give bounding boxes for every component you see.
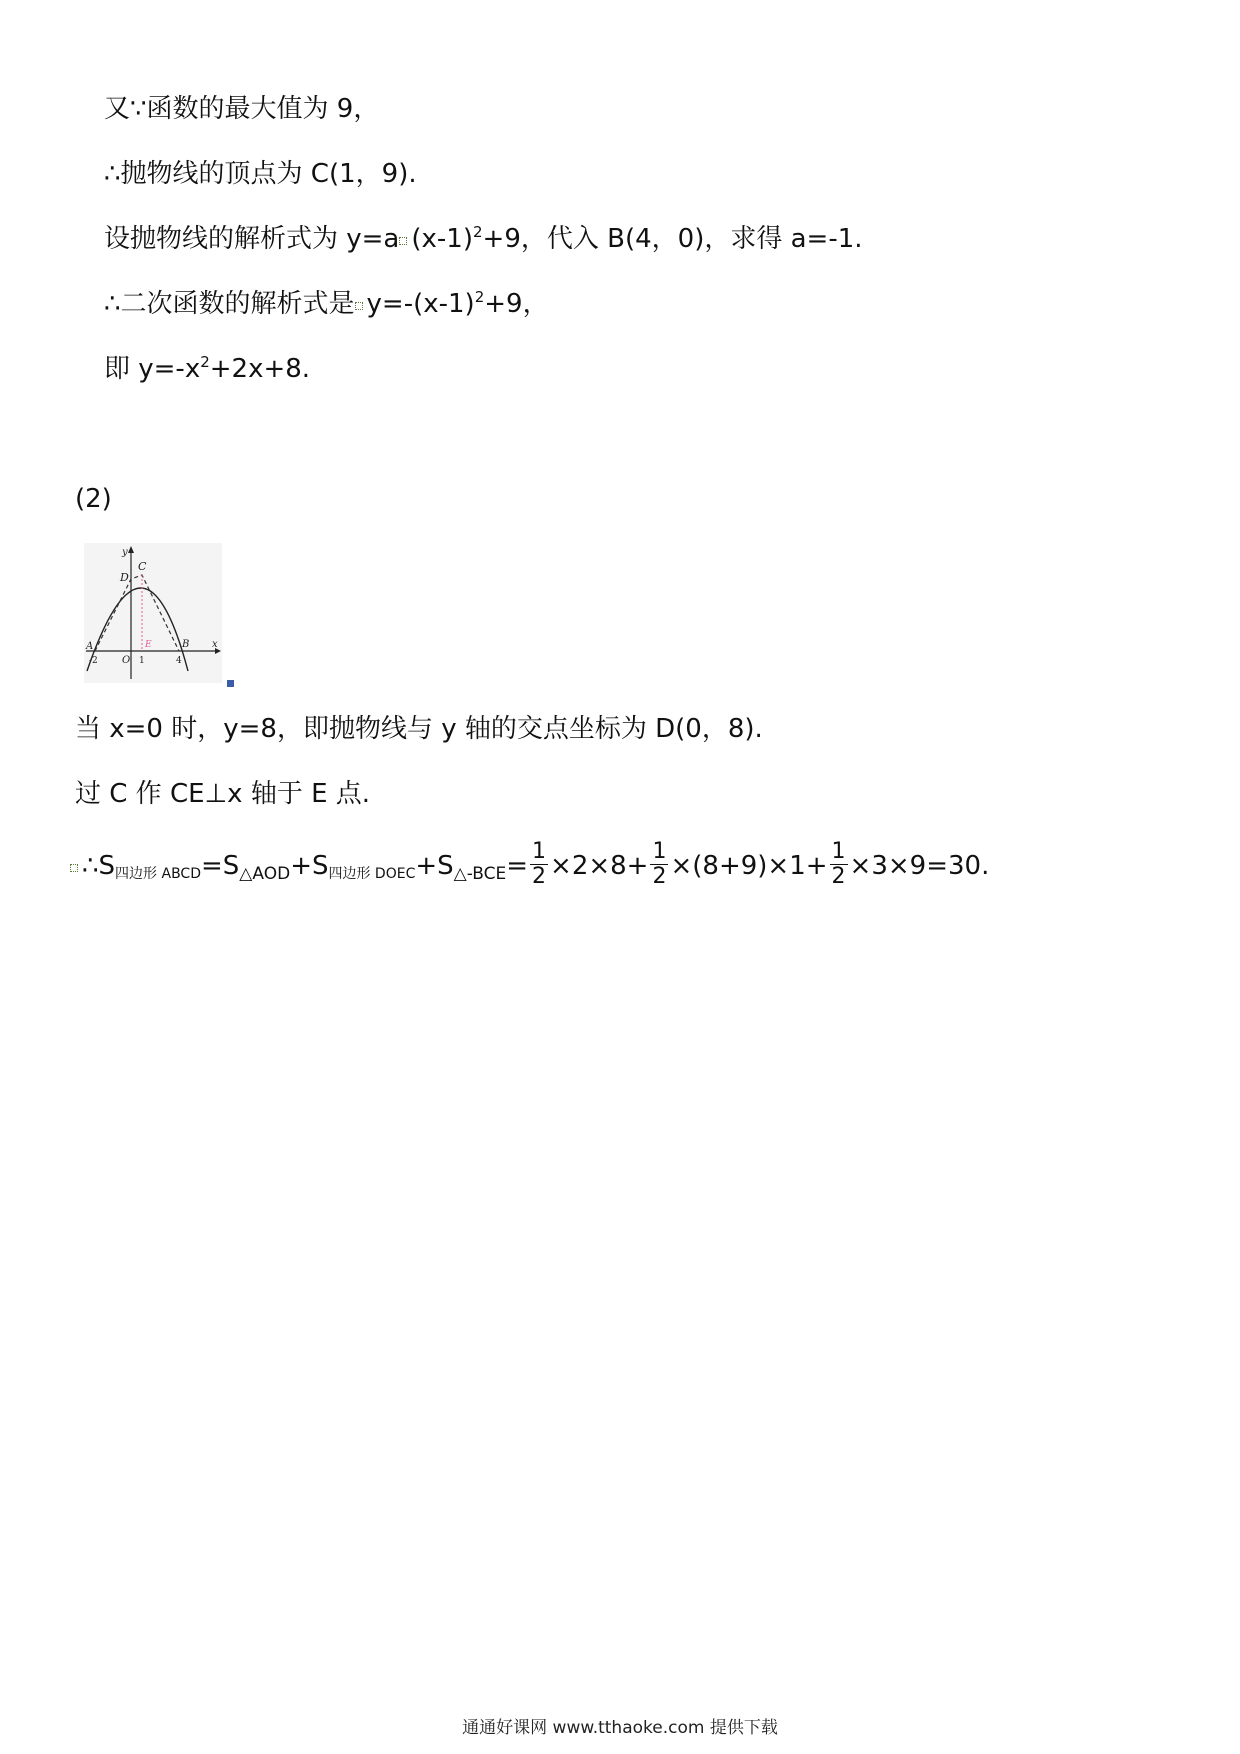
tick-4: 4 — [176, 656, 182, 666]
part-label: (2) — [75, 484, 112, 514]
fraction-one-half: $\frac{1}{2}$ — [831, 839, 846, 889]
anchor-marker-icon — [227, 680, 234, 687]
line-quadratic-expression: ∴二次函数的解析式是 $y=-(x-1)^2+9$， — [104, 288, 549, 319]
tick-neg2: -2 — [89, 656, 98, 666]
parabola-figure — [84, 543, 222, 683]
label-a: A — [86, 641, 94, 652]
line-expanded-expression: 即 $y=-x^2+2x+8$. — [104, 353, 311, 384]
line-area-computation: ∴S四边形 $ABCD=S_{\triangle AOD}+S$四边形 $DOEC+S_{\triangle-BCE}=$ $\frac{1}{2}$ ×2×8+ $\frac{1}{2}$ ×(8+9)×1+ $\frac{1}{2}$ ×3×9=30. — [70, 842, 989, 891]
label-o: O — [122, 655, 131, 666]
editing-mark-icon — [70, 864, 78, 872]
editing-mark-icon — [399, 237, 407, 245]
editing-mark-icon — [355, 302, 363, 310]
label-c: C — [138, 560, 147, 573]
line-intersection-d: 当 x=0 时，y=8，即抛物线与 y 轴的交点坐标为 D(0，8). — [75, 714, 763, 744]
line-max-value: 又∵函数的最大值为 9， — [104, 94, 380, 124]
label-y: y — [122, 547, 128, 558]
tick-1: 1 — [139, 656, 145, 666]
label-b: B — [182, 639, 190, 650]
label-e: E — [145, 640, 152, 650]
quadrilateral-outline — [95, 575, 179, 651]
fraction-one-half: $\frac{1}{2}$ — [652, 839, 667, 889]
parabola-curve — [87, 588, 188, 671]
label-x: x — [212, 639, 218, 650]
fraction-one-half: $\frac{1}{2}$ — [532, 839, 547, 889]
parabola-diagram — [84, 543, 222, 683]
label-d: D — [120, 571, 129, 584]
y-axis-arrow — [128, 546, 134, 553]
line-set-expression: 设抛物线的解析式为 y=a $(x-1)^2+9$，代入 B(4，0)，求得 a=-1. — [104, 223, 863, 254]
line-perpendicular: 过 C 作 CE⊥x 轴于 E 点. — [75, 779, 371, 809]
line-vertex: ∴抛物线的顶点为 C(1，9). — [104, 159, 417, 189]
page-footer: 通通好课网 www.tthaoke.com 提供下载 — [462, 1718, 778, 1738]
